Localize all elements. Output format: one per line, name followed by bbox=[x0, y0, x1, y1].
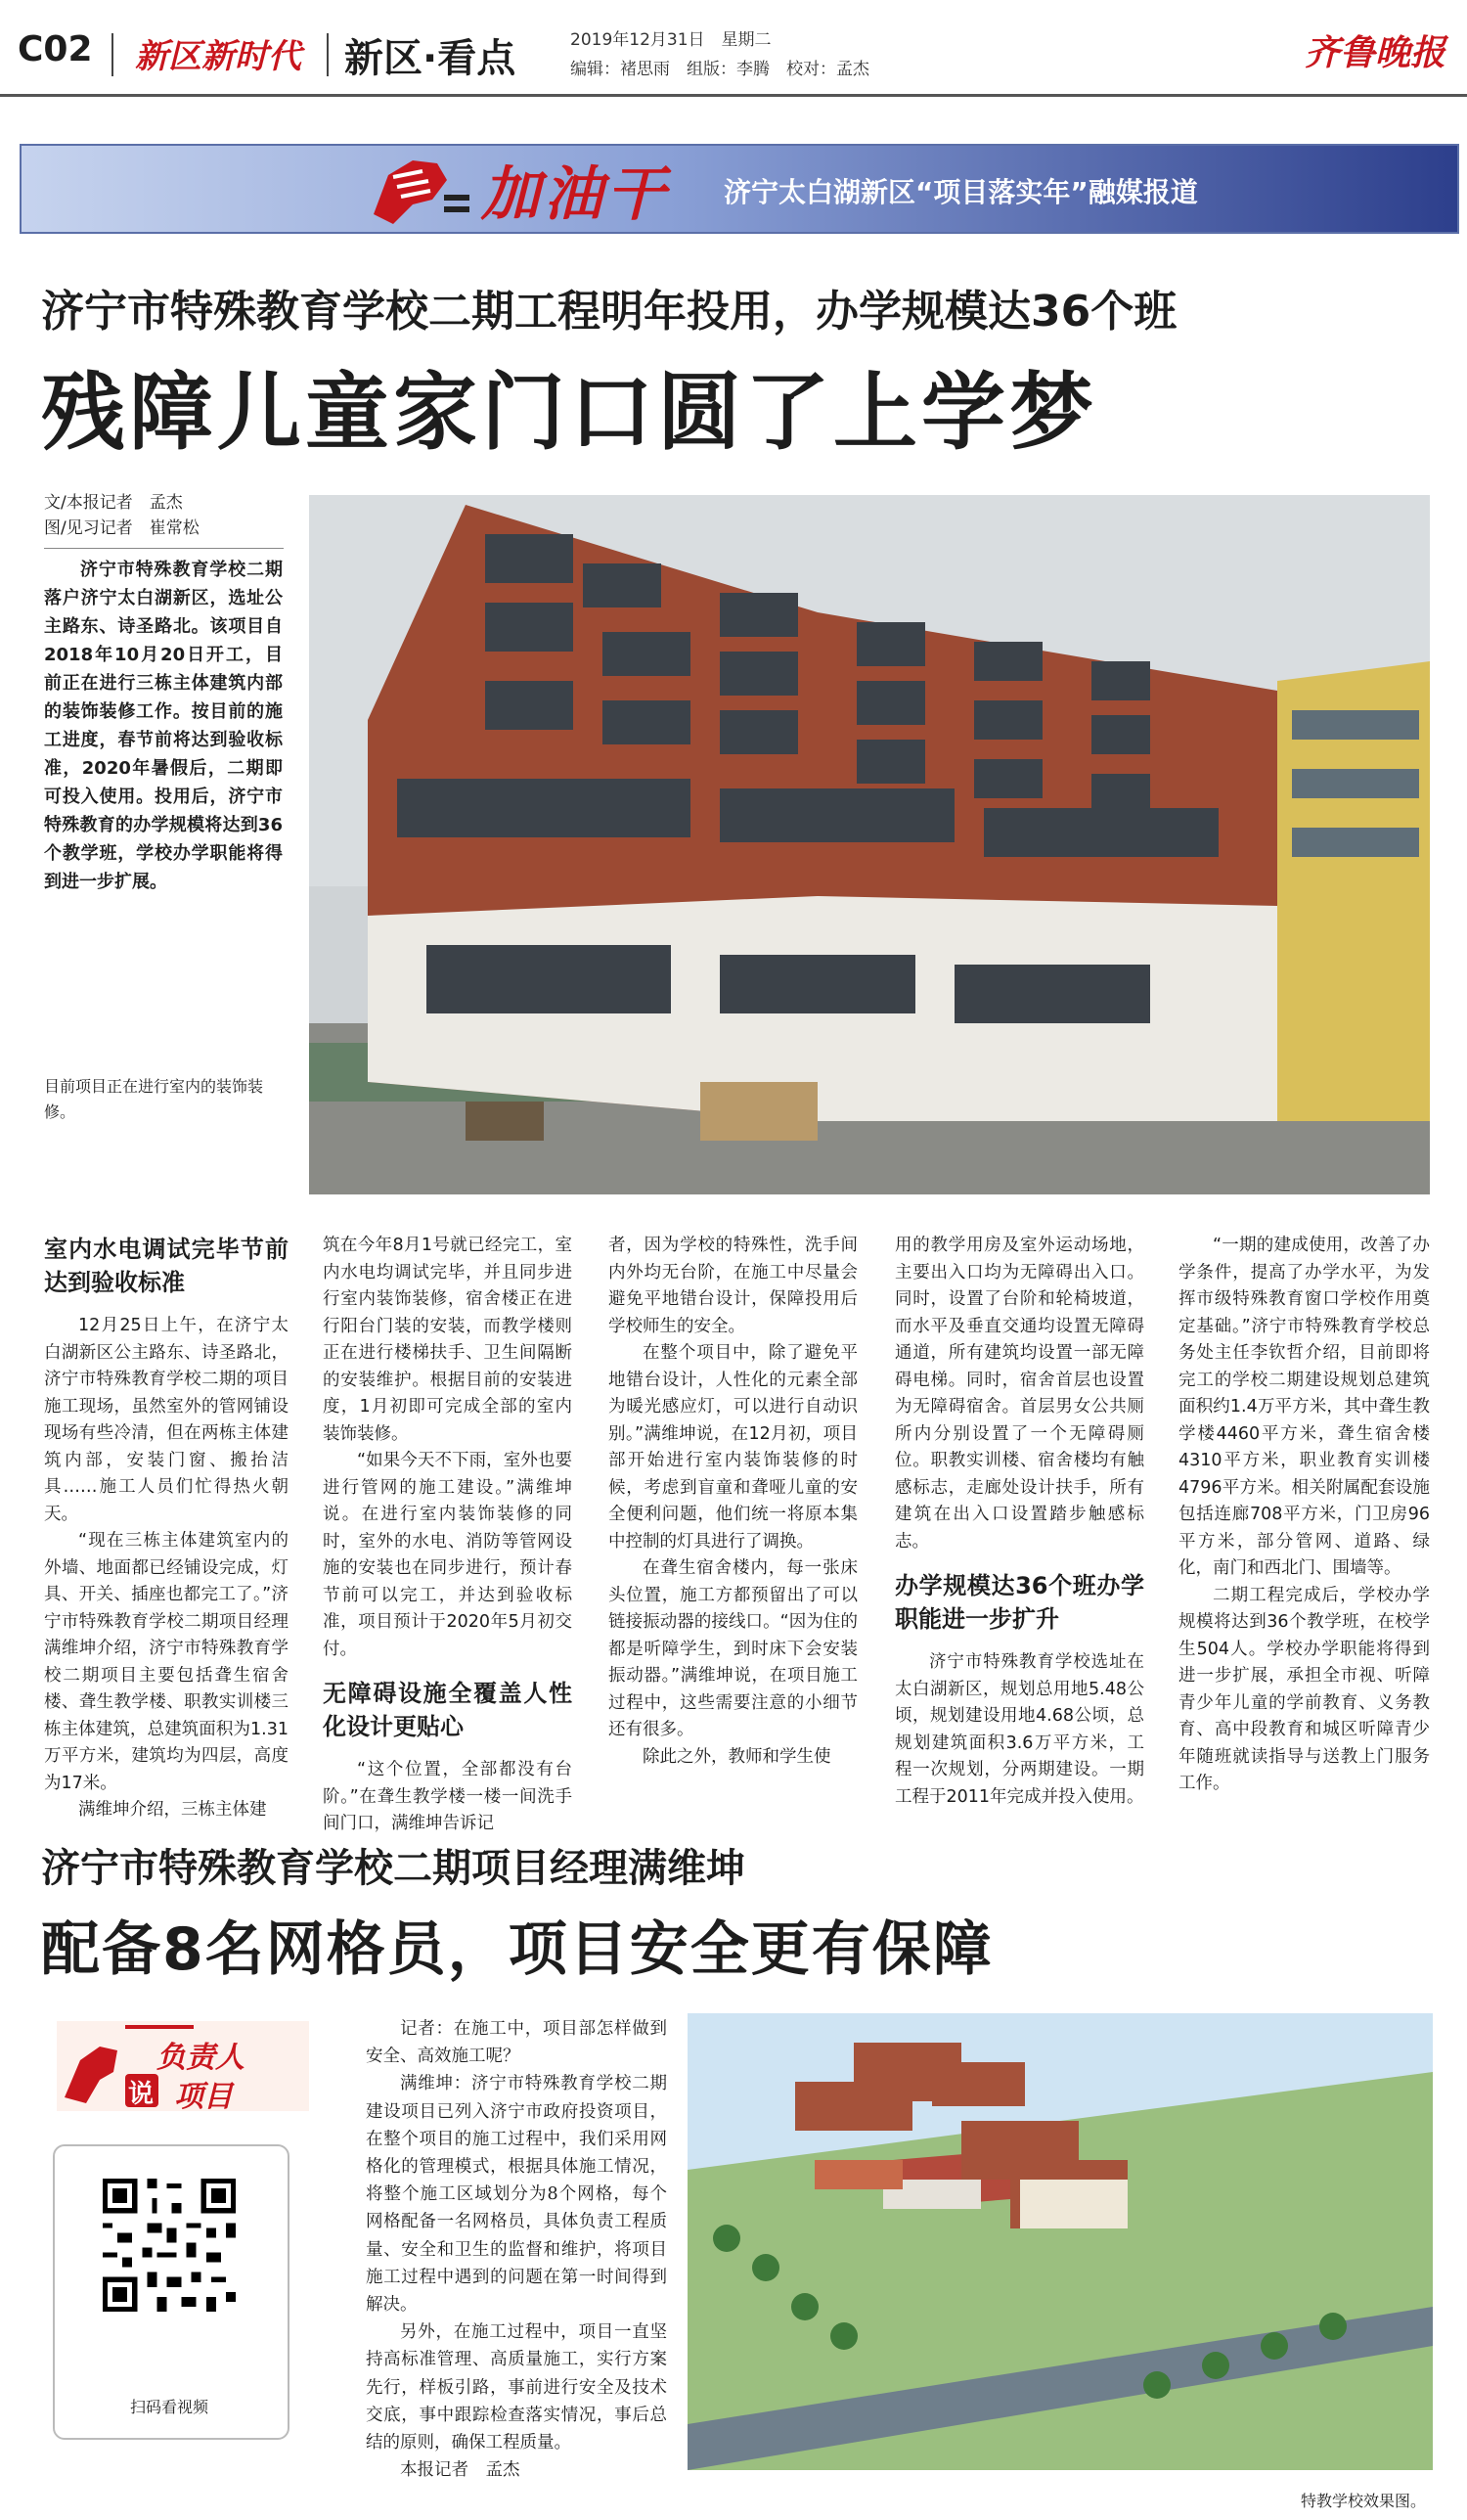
header-rule bbox=[0, 94, 1467, 97]
campaign-banner bbox=[20, 144, 1459, 234]
article1-column-2 bbox=[323, 1233, 572, 1838]
interview-text bbox=[366, 2015, 667, 2484]
article1-title: 残障儿童家门口圆了上学梦 bbox=[41, 364, 1097, 462]
article2-title: 配备8名网格员，项目安全更有保障 bbox=[41, 1915, 994, 1984]
banner-tagline: 济宁太白湖新区“项目落实年”融媒报道 bbox=[724, 176, 1198, 208]
paragraph: 用的教学用房及室外运动场地，主要出入口均为无障碍出入口。同时，设置了台阶和轮椅坡道，而水平及垂直交通均设置无障碍通道，所有建筑均设置一部无障碍电梯。同时，宿舍首层也设置为无障碍宿舍。首层男女公共厕所内分别设置了一个无障碍厕位。职教实训楼、宿舍楼均有触感标志，走廊处设计扶手，所有建筑在出入口设置踏步触感标志。 bbox=[895, 1236, 1144, 1552]
header-divider bbox=[327, 33, 329, 76]
column-heading: 室内水电调试完毕节前达到验收标准 bbox=[44, 1236, 289, 1296]
byline-photographer: 图/见习记者 崔常松 bbox=[44, 518, 200, 538]
paragraph: 二期工程完成后，学校办学规模将达到36个教学班，在校学生504人。学校办学职能将得到进一步扩展，承担全市视、听障青少年儿童的学前教育、义务教育、高中段教育和城区听障青少年随班就读指导与送教上门服务工作。 bbox=[1178, 1585, 1430, 1793]
school-rendering bbox=[688, 2013, 1433, 2470]
reporter-credit: 本报记者 孟杰 bbox=[400, 2460, 520, 2481]
qr-code-icon[interactable] bbox=[98, 2174, 241, 2317]
paragraph: “如果今天不下雨，室外也要进行管网的施工建设。”满维坤说。在进行室内装饰装修的同时，室外的水电、消防等管网设施的安装也在同步进行，预计春节前可以完工，并达到验收标准，项目预计于2020年5月初交付。 bbox=[323, 1451, 572, 1659]
badge-label-2: 说 bbox=[128, 2080, 155, 2109]
construction-photo bbox=[309, 495, 1430, 1194]
paragraph: 济宁市特殊教育学校选址在太白湖新区，规划总用地5.48公顷，规划建设用地4.68公顷，总规划建筑面积3.6万平方米，工程一次规划，分两期建设。一期工程于2011年完成并投入使用。 bbox=[895, 1652, 1144, 1807]
issue-meta bbox=[570, 25, 869, 84]
paragraph: 另外，在施工过程中，项目一直坚持高标准管理、高质量施工，实行方案先行，样板引路，事前进行安全及技术交底，事中跟踪检查落实情况，事后总结的原则，确保工程质量。 bbox=[366, 2322, 667, 2453]
rendering-caption: 特教学校效果图。 bbox=[1301, 2492, 1427, 2510]
column-brand: 新区新时代 bbox=[135, 37, 301, 76]
article2-subtitle: 济宁市特殊教育学校二期项目经理满维坤 bbox=[41, 1846, 745, 1891]
badge-label-3: 项目 bbox=[174, 2080, 233, 2114]
column-heading: 办学规模达36个班办学职能进一步扩升 bbox=[895, 1572, 1144, 1633]
badge-label-1: 负责人 bbox=[156, 2041, 244, 2075]
paragraph: 12月25日上午，在济宁太白湖新区公主路东、诗圣路北，济宁市特殊教育学校二期的项目施工现场，虽然室外的管网铺设现场有些冷清，但在两栋主体建筑内部，安装门窗、搬抬洁具……施工人员们忙得热火朝天。 bbox=[44, 1316, 289, 1524]
article1-lead bbox=[44, 556, 283, 896]
paragraph: 满维坤：济宁市特殊教育学校二期建设项目已列入济宁市政府投资项目，在整个项目的施工过程中，我们采用网格化的管理模式，根据具体施工情况，将整个施工区域划分为8个网格，每个网格配备一名网格员，具体负责工程质量、安全和卫生的监督和维护，将项目施工过程中遇到的问题在第一时间得到解决。 bbox=[366, 2074, 667, 2316]
column-heading: 无障碍设施全覆盖人性化设计更贴心 bbox=[323, 1680, 572, 1740]
paragraph: “这个位置，全部都没有台阶。”在聋生教学楼一楼一间洗手间门口，满维坤告诉记 bbox=[323, 1760, 572, 1833]
byline-writer: 文/本报记者 孟杰 bbox=[44, 493, 183, 513]
paragraph: “一期的建成使用，改善了办学条件，提高了办学水平，为发挥市级特殊教育窗口学校作用奠定基础。”济宁市特殊教育学校总务处主任李钦哲介绍，目前即将完工的学校二期建设规划总建筑面积约1.4万平方米，其中聋生教学楼4460平方米，聋生宿舍楼4310平方米，职业教育实训楼4796平方米。相关附属配套设施包括连廊708平方米，门卫房96平方米，部分管网、道路、绿化，南门和西北门、围墙等。 bbox=[1178, 1236, 1430, 1578]
article1-column-4 bbox=[895, 1233, 1144, 1811]
article1-subtitle: 济宁市特殊教育学校二期工程明年投用，办学规模达36个班 bbox=[41, 287, 1178, 337]
newspaper-logo: 齐鲁晚报 bbox=[1304, 32, 1445, 73]
paragraph: 除此之外，教师和学生使 bbox=[643, 1746, 831, 1767]
issue-date: 2019年12月31日 星期二 bbox=[570, 30, 772, 50]
paragraph: 者，因为学校的特殊性，洗手间内外均无台阶，在施工中尽量会避免平地错台设计，保障投用后学校师生的安全。 bbox=[608, 1236, 858, 1336]
paragraph: 在整个项目中，除了避免平地错台设计，人性化的元素全部为暖光感应灯，可以进行自动识别。”满维坤说，在12月初，项目部开始进行室内装饰装修的时候，考虑到盲童和聋哑儿童的安全便利问题，他们统一将原本集中控制的灯具进行了调换。 bbox=[608, 1343, 858, 1552]
photo-caption: 目前项目正在进行室内的装饰装修。 bbox=[44, 1077, 264, 1121]
banner-slogan: 加油干 bbox=[481, 160, 669, 229]
article1-byline bbox=[44, 490, 200, 541]
paragraph: “现在三栋主体建筑室内的外墙、地面都已经铺设完成，灯具、开关、插座也都完工了。”济宁市特殊教育学校二期项目经理满维坤介绍，济宁市特殊教育学校二期项目主要包括聋生宿舍楼、聋生教学楼、职教实训楼三栋主体建筑，总建筑面积为1.31万平方米，建筑均为四层，高度为17米。 bbox=[44, 1531, 289, 1793]
lead-rule bbox=[44, 548, 284, 549]
paragraph: 满维坤介绍，三栋主体建 bbox=[78, 1800, 267, 1820]
article1-column-1 bbox=[44, 1233, 289, 1824]
paragraph: 筑在今年8月1号就已经完工，室内水电均调试完毕，并且同步进行室内装饰装修，宿舍楼正在进行阳台门装的安装，而教学楼则正在进行楼梯扶手、卫生间隔断的安装维护。根据目前的安装进度，1月初即可完成全部的室内装饰装修。 bbox=[323, 1236, 572, 1444]
lead-text: 济宁市特殊教育学校二期落户济宁太白湖新区，选址公主路东、诗圣路北。该项目自2018年10月20日开工，目前正在进行三栋主体建筑内部的装饰装修工作。按目前的施工进度，春节前将达到验收标准，2020年暑假后，二期即可投入使用。投用后，济宁市特殊教育的办学规模将达到36个教学班，学校办学职能将得到进一步扩展。 bbox=[44, 560, 283, 892]
paragraph: 在聋生宿舍楼内，每一张床头位置，施工方都预留出了可以链接振动器的接线口。“因为住的都是听障学生，到时床下会安装振动器。”满维坤说，在项目施工过程中，这些需要注意的小细节还有很多。 bbox=[608, 1558, 858, 1739]
header-divider bbox=[111, 33, 113, 76]
page-number: C02 bbox=[18, 29, 93, 69]
article1-column-3 bbox=[608, 1233, 858, 1771]
article1-column-5 bbox=[1178, 1233, 1430, 1798]
raised-fist-icon bbox=[354, 146, 471, 232]
paragraph: 记者：在施工中，项目部怎样做到安全、高效施工呢？ bbox=[366, 2019, 667, 2067]
editor-credits: 编辑：褚思雨 组版：李腾 校对：孟杰 bbox=[570, 60, 869, 79]
qr-caption: 扫码看视频 bbox=[129, 2398, 208, 2416]
section-title: 新区·看点 bbox=[344, 36, 516, 81]
